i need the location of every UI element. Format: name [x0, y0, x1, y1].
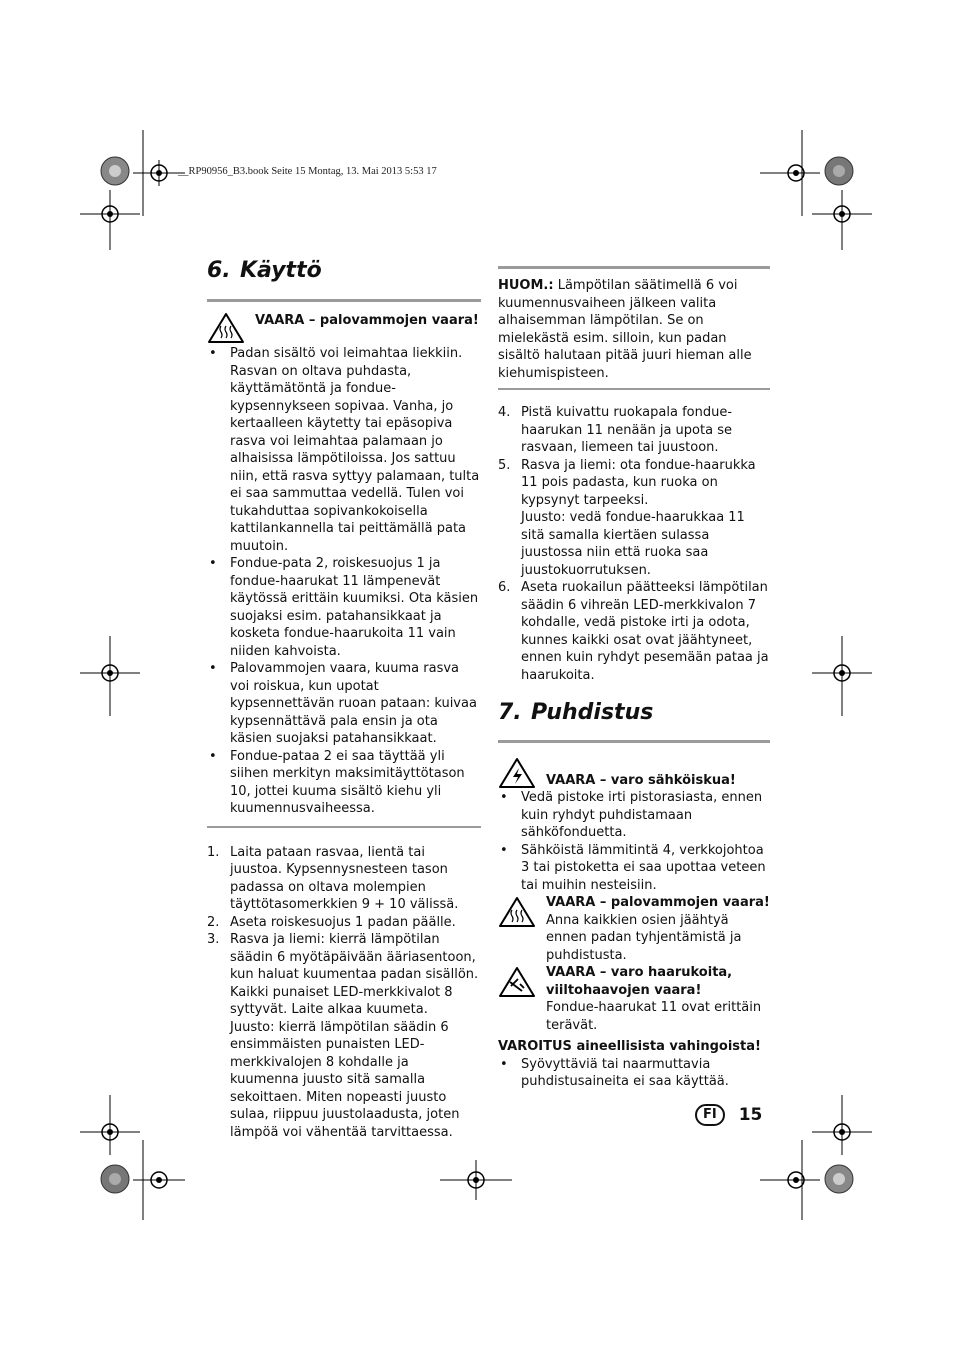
warning-electric-header [498, 757, 770, 789]
list-item: • Palovammojen vaara, kuuma rasva voi roiskua, kun upotat kypsennettävän ruoan pataan: kuivaa kypsennättävä pala ensin ja ota käsien suojaksi patahansikkaat. [207, 660, 481, 748]
color-target-icon [824, 1164, 854, 1194]
warning-electric-title: VAARA – varo sähköiskua! [546, 772, 736, 788]
note-block: HUOM.: Lämpötilan säätimellä 6 voi kuumennusvaiheen jälkeen valita alhaisemman lämpötilan. Se on mielekästä esim. silloin, kun padan sisältö halutaan pitää juuri hieman alle kiehumispisteen. [498, 278, 752, 381]
list-item: • Sähköistä lämmitintä 4, verkkojohtoa 3 tai pistoketta ei saa upottaa veteen tai muihin nesteisiin. [498, 842, 770, 895]
left-column [207, 256, 481, 1141]
section-rule [207, 826, 481, 828]
section-rule [498, 740, 770, 743]
list-item: 1. Laita pataan rasvaa, lientä tai juustoa. Kypsennysnesteen tason padassa on oltava molempien täyttötasomerkkien 9 + 10 välissä. [207, 844, 459, 912]
registration-mark-icon [760, 1140, 820, 1220]
caution-title: VAROITUS aineellisista vahingoista! [498, 1039, 761, 1054]
color-target-icon [824, 156, 854, 186]
color-target-icon [100, 1164, 130, 1194]
warning-burn-title: VAARA – palovammojen vaara! [255, 313, 479, 328]
heat-warning-icon [207, 312, 245, 344]
list-item: • Vedä pistoke irti pistorasiasta, ennen kuin ryhdyt puhdistamaan sähköfonduetta. [498, 789, 770, 842]
registration-mark-icon [80, 636, 140, 716]
page-number: 15 [738, 1105, 763, 1125]
warning-fork-header [498, 964, 770, 1034]
knife-warning-icon [498, 966, 536, 998]
list-item: • Padan sisältö voi leimahtaa liekkiin. Rasvan on oltava puhdasta, käyttämätöntä ja fondue-kypsennykseen sopivaa. Vanha, jo kertaalleen käytetty tai epäsopiva rasva voi leimahtaa palamaan jo alhaisissa lämpötiloissa. Jos sattuu niin, että rasva syttyy palamaan, tulta ei saa sammuttaa vedellä. Tulen voi tukahduttaa sopivankokoisella kattilankannella tai peittämällä pata muutoin. [207, 345, 481, 555]
list-item: • Syövyttäviä tai naarmuttavia puhdistusaineita ei saa käyttää. [498, 1056, 770, 1091]
section-heading-cleaning: 7. Puhdistus [498, 700, 654, 725]
warning-burn-header [207, 312, 481, 344]
list-item: • Fondue-pata 2, roiskesuojus 1 ja fondue-haarukat 11 lämpenevät käytössä erittäin kuumiksi. Ota käsien suojaksi esim. patahansikkaat ja kosketa fondue-haarukoita 11 vain niiden kahvoista. [207, 555, 481, 660]
registration-mark-icon [812, 190, 872, 250]
list-item: 3. Rasva ja liemi: kierrä lämpötilan säädin 6 myötäpäivään ääriasentoon, kun haluat kuumentaa padan sisällön. Kaikki punaiset LED-merkkivalot 8 syttyvät. Laite alkaa kuumeta. Juusto: kierrä lämpötilan säädin 6 ensimmäisten punaisten LED-merkkivalojen 8 kohdalle ja kuumenna juusto sitä samalla sekoittaen. Miten nopeasti juusto sulaa, riippuu juustolaadusta, joten lämpöä voi vähentää tarvittaessa. [207, 932, 479, 1140]
warning-fork-title: VAARA – varo haarukoita, viiltohaavojen vaara! [546, 965, 733, 998]
section-rule [498, 266, 770, 269]
list-item: 4. Pistä kuivattu ruokapala fondue-haarukan 11 nenään ja upota se rasvaan, liemeen tai juustoon. [498, 405, 733, 455]
list-item: • Fondue-pataa 2 ei saa täyttää yli siihen merkityn maksimitäyttötason 10, jottei kuuma sisältö kiehu yli kuumennusvaiheessa. [207, 748, 481, 818]
language-badge: FI [695, 1104, 725, 1126]
section-rule [207, 299, 481, 302]
file-info: __RP90956_B3.book Seite 15 Montag, 13. Mai 2013 5:53 17 [178, 166, 437, 177]
warning-burn-title: VAARA – palovammojen vaara! [546, 895, 770, 910]
list-item: 5. Rasva ja liemi: ota fondue-haarukka 11 pois padasta, kun ruoka on kypsynyt tarpeeksi. Juusto: vedä fondue-haarukkaa 11 sitä samalla kiertäen sulassa juustossa niin että ruoka saa juustokuorrutuksen. [498, 457, 756, 578]
list-item: 2. Aseta roiskesuojus 1 padan päälle. [207, 914, 456, 930]
color-target-icon [100, 156, 130, 186]
warning-burn-header [498, 894, 770, 964]
registration-mark-icon [133, 1140, 185, 1220]
registration-mark-icon [760, 130, 820, 216]
page-footer [695, 1104, 762, 1126]
section-rule [498, 388, 770, 390]
list-item: 6. Aseta ruokailun päätteeksi lämpötilan säädin 6 vihreän LED-merkkivalon 7 kohdalle, vedä pistoke irti ja odota, kunnes kaikki osat ovat jäähtyneet, ennen kuin ryhdyt pesemään pataa ja haarukoita. [498, 580, 769, 683]
heat-warning-icon [498, 896, 536, 928]
registration-mark-icon [440, 1160, 512, 1200]
registration-mark-icon [133, 130, 185, 216]
registration-mark-icon [80, 190, 140, 250]
electric-warning-icon [498, 757, 536, 789]
warning-fork-text: Fondue-haarukat 11 ovat erittäin terävät. [546, 1000, 762, 1033]
registration-mark-icon [812, 1095, 872, 1155]
section-heading-usage: 6. Käyttö [207, 258, 322, 283]
registration-mark-icon [812, 636, 872, 716]
right-column [498, 256, 770, 1091]
warning-burn-text: Anna kaikkien osien jäähtyä ennen padan tyhjentämistä ja puhdistusta. [546, 912, 742, 963]
registration-mark-icon [80, 1095, 140, 1155]
